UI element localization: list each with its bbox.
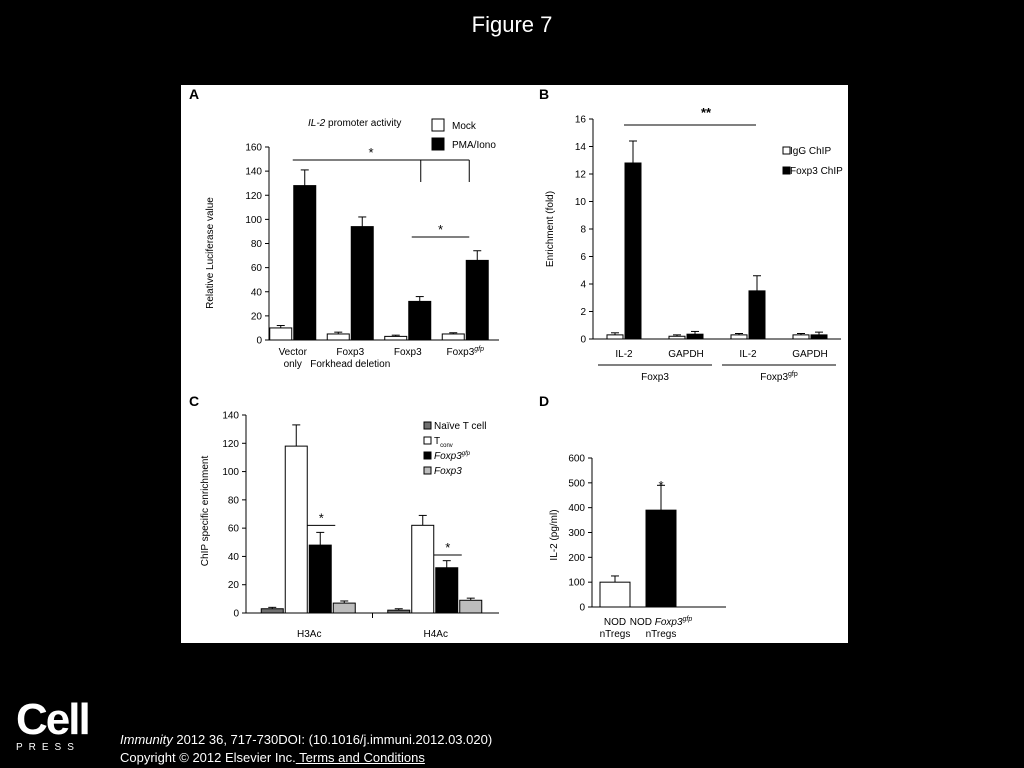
panel-c-y-tick-label: 40	[227, 551, 239, 563]
panel-d-category-label: nTregs	[645, 629, 677, 640]
panel-c-y-tick-label: 140	[222, 410, 239, 422]
panel-b-bar	[793, 335, 809, 339]
panel-d-y-tick-label: 200	[568, 552, 585, 564]
panel-a-y-tick-label: 0	[256, 335, 262, 347]
panel-d-category-label: NOD $Foxp3^{gfp}$	[629, 616, 693, 628]
panel-d-bar	[600, 582, 630, 607]
panel-a-y-tick-label: 60	[250, 263, 262, 275]
panel-a-ylabel: Relative Luciferase value	[205, 197, 216, 309]
panel-c-bar	[333, 603, 355, 613]
panel-c-bar	[436, 568, 458, 613]
panel-a-bar	[351, 227, 373, 340]
panel-b-legend-label: IgG ChIP	[790, 146, 832, 157]
panel-a-legend-label: Mock	[452, 121, 476, 132]
panel-c-y-tick-label: 120	[222, 438, 239, 450]
panel-a-legend-label: PMA/Iono	[452, 140, 496, 151]
panel-a-bar	[294, 186, 316, 340]
panel-c-legend-label: $T_{conv}$	[434, 436, 453, 449]
citation-text: 2012 36, 717-730DOI: (10.1016/j.immuni.2012.03.020)	[172, 732, 493, 747]
panel-c-bar	[309, 545, 331, 613]
copyright	[120, 750, 425, 765]
panel-c-bar	[412, 525, 434, 613]
panel-c-y-tick-label: 20	[227, 580, 239, 592]
panel-c-legend-swatch	[424, 422, 431, 429]
panel-b-y-tick-label: 10	[574, 197, 586, 208]
panel-a-bar	[409, 301, 431, 340]
panel-c-category-label: H3Ac	[297, 629, 322, 640]
panel-letter-b: B	[539, 86, 550, 102]
panel-a-category-label: Foxp3	[393, 347, 422, 358]
panel-a-category-label: Forkhead deletion	[310, 359, 391, 370]
panel-c-legend-swatch	[424, 437, 431, 444]
panel-c-sig-label: *	[318, 510, 324, 526]
panel-b-ylabel: Enrichment (fold)	[545, 190, 556, 268]
terms-link[interactable]: Terms and Conditions	[295, 750, 425, 765]
panel-d-category-label: nTregs	[599, 629, 631, 640]
panel-d-sig-label: *	[658, 478, 664, 493]
panel-d-y-tick-label: 500	[568, 478, 585, 490]
panel-d-y-tick-label: 300	[568, 528, 585, 539]
panel-d-y-tick-label: 100	[568, 577, 585, 589]
panel-b-bar	[811, 335, 827, 339]
panel-a-category-label: Foxp3	[336, 347, 365, 358]
cell-press-logo	[16, 695, 89, 753]
panel-a-category-label: only	[283, 359, 302, 370]
panel-b-y-tick-label: 6	[580, 252, 586, 263]
panel-b-bar	[625, 163, 641, 339]
panel-c-y-tick-label: 0	[233, 608, 239, 620]
panel-d-y-tick-label: 600	[568, 453, 585, 465]
panel-letter-a: A	[189, 86, 200, 102]
panel-c-bar	[460, 600, 482, 613]
panel-a-y-tick-label: 120	[245, 190, 262, 202]
panel-a-bar	[270, 328, 292, 340]
panel-b-group-label: Foxp3	[641, 372, 669, 383]
panel-c-sig-label: *	[445, 540, 451, 556]
panel-c-y-tick-label: 100	[222, 467, 239, 479]
panel-b-bar	[669, 336, 685, 339]
panel-a-legend-swatch	[432, 138, 444, 150]
logo-subtext: PRESS	[16, 742, 80, 753]
panel-b-y-tick-label: 8	[580, 224, 586, 236]
panel-b-category-label: GAPDH	[792, 349, 828, 360]
panel-b-category-label: IL-2	[615, 349, 633, 360]
panel-a-y-tick-label: 140	[245, 166, 262, 178]
panel-c-y-tick-label: 80	[227, 495, 239, 507]
panel-b-y-tick-label: 2	[580, 307, 586, 318]
panel-b-category-label: IL-2	[739, 349, 757, 360]
panel-b-y-tick-label: 0	[580, 334, 586, 346]
panel-a-sig-label: *	[368, 145, 374, 160]
panel-b-sig-label: **	[700, 105, 712, 120]
panel-b-bar	[607, 335, 623, 339]
panel-a-bar	[385, 336, 407, 340]
panel-b-group-label: $Foxp3^{gfp}$	[760, 371, 798, 383]
panel-b-bar	[731, 335, 747, 339]
panel-c-legend-swatch	[424, 452, 431, 459]
panel-letter-d: D	[539, 393, 550, 409]
panel-a-category-label: Vector	[278, 347, 307, 358]
copyright-text: Copyright © 2012 Elsevier Inc.	[120, 750, 296, 765]
panel-c-legend-label: Foxp3	[434, 466, 462, 477]
panel-a-bar	[327, 334, 349, 340]
panel-c-legend-swatch	[424, 467, 431, 474]
panel-b-y-tick-label: 4	[580, 279, 586, 291]
panel-d-y-tick-label: 400	[568, 503, 585, 515]
panel-b-bar	[687, 334, 703, 339]
panel-c-category-label: H4Ac	[423, 629, 448, 640]
panel-a-bar	[442, 334, 464, 340]
panel-a-y-tick-label: 40	[250, 287, 262, 299]
panel-b-y-tick-label: 16	[574, 114, 586, 126]
panel-d-y-tick-label: 0	[579, 602, 585, 614]
panel-a-title: IL-2 promoter activity	[308, 118, 402, 129]
panel-a-bar	[466, 260, 488, 340]
panel-b-y-tick-label: 12	[574, 169, 586, 181]
panel-c-bar	[285, 446, 307, 613]
panel-d-ylabel: IL-2 (pg/ml)	[549, 509, 560, 561]
panel-b-legend-swatch	[783, 147, 790, 154]
panel-b-legend-swatch	[783, 167, 790, 174]
panel-a-y-tick-label: 100	[245, 214, 262, 226]
panel-b-y-tick-label: 14	[574, 142, 586, 153]
panel-a-y-tick-label: 80	[250, 239, 262, 250]
panel-b-category-label: GAPDH	[668, 349, 704, 360]
panel-a-category-label: $Foxp3^{gfp}$	[446, 346, 485, 358]
panel-c-bar	[388, 610, 410, 613]
panel-letter-c: C	[189, 393, 200, 409]
panel-b-bar	[749, 291, 765, 339]
panel-d-bar	[646, 510, 676, 607]
panel-d-category-label: NOD	[603, 617, 627, 628]
figure-title: Figure 7	[471, 12, 553, 37]
panel-c-bar	[261, 609, 283, 613]
figure-panel	[181, 85, 848, 643]
panel-c-legend-label: $Foxp3^{gfp}$	[434, 451, 471, 462]
panel-a-y-tick-label: 20	[250, 311, 262, 323]
citation	[120, 732, 492, 747]
logo-text: Cell	[16, 695, 89, 744]
panel-c-ylabel: ChIP specific enrichment	[200, 455, 211, 567]
panel-b-legend-label: Foxp3 ChIP	[790, 166, 843, 177]
panel-a-legend-swatch	[432, 119, 444, 131]
panel-c-y-tick-label: 60	[227, 523, 239, 535]
journal-name: Immunity	[120, 732, 173, 747]
panel-a-y-tick-label: 160	[245, 142, 262, 154]
panel-a-sig-label: *	[437, 222, 444, 237]
panel-c-legend-label: Naïve T cell	[434, 421, 487, 432]
